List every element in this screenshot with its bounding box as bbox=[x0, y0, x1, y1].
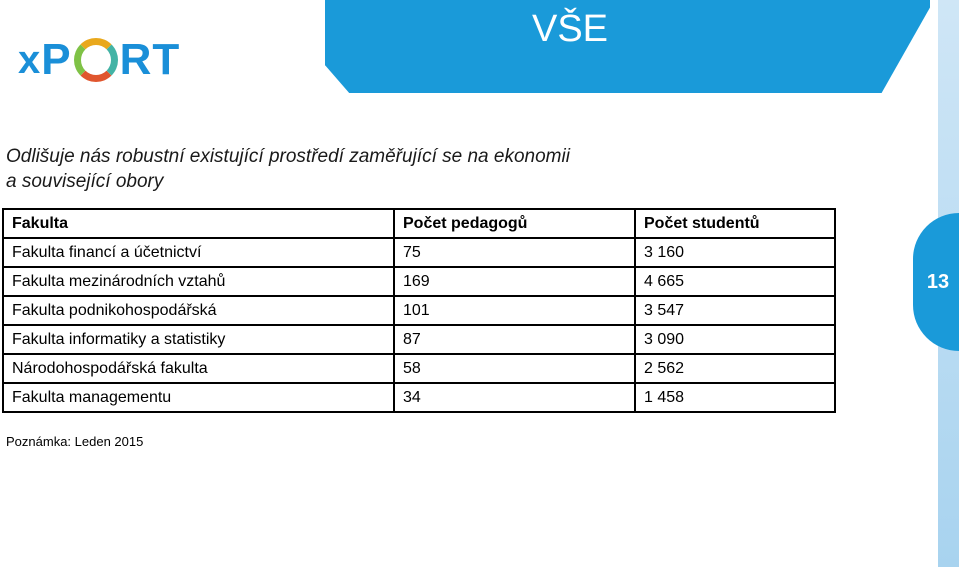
table-row bbox=[3, 267, 835, 296]
page-number: 13 bbox=[926, 270, 950, 293]
cell-students: 3 547 bbox=[635, 296, 835, 325]
table-header-row bbox=[3, 209, 835, 238]
cell-faculty: Fakulta managementu bbox=[3, 383, 394, 412]
cell-teachers: 169 bbox=[394, 267, 635, 296]
cell-teachers: 87 bbox=[394, 325, 635, 354]
header-banner bbox=[325, 0, 930, 93]
page-title: VŠE bbox=[531, 8, 609, 50]
cell-faculty: Fakulta podnikohospodářská bbox=[3, 296, 394, 325]
cell-faculty: Fakulta financí a účetnictví bbox=[3, 238, 394, 267]
cell-teachers: 34 bbox=[394, 383, 635, 412]
subtitle bbox=[6, 144, 706, 194]
header-faculty: Fakulta bbox=[3, 209, 394, 238]
table-row bbox=[3, 296, 835, 325]
table-row bbox=[3, 238, 835, 267]
cell-teachers: 58 bbox=[394, 354, 635, 383]
cell-teachers: 75 bbox=[394, 238, 635, 267]
table-row bbox=[3, 325, 835, 354]
cell-faculty: Národohospodářská fakulta bbox=[3, 354, 394, 383]
logo-ring-icon bbox=[74, 38, 118, 82]
cell-faculty: Fakulta informatiky a statistiky bbox=[3, 325, 394, 354]
subtitle-line-1: Odlišuje nás robustní existující prostředí zaměřující se na ekonomii bbox=[6, 146, 570, 167]
xport-logo: x P RT bbox=[18, 35, 181, 84]
subtitle-line-2: a související obory bbox=[6, 171, 164, 192]
cell-students: 2 562 bbox=[635, 354, 835, 383]
page-number-tab bbox=[913, 213, 959, 351]
cell-students: 4 665 bbox=[635, 267, 835, 296]
cell-teachers: 101 bbox=[394, 296, 635, 325]
cell-students: 1 458 bbox=[635, 383, 835, 412]
cell-faculty: Fakulta mezinárodních vztahů bbox=[3, 267, 394, 296]
header-teachers: Počet pedagogů bbox=[394, 209, 635, 238]
faculty-table bbox=[2, 208, 836, 413]
cell-students: 3 160 bbox=[635, 238, 835, 267]
cell-students: 3 090 bbox=[635, 325, 835, 354]
table-row bbox=[3, 383, 835, 412]
table-row bbox=[3, 354, 835, 383]
footnote: Poznámka: Leden 2015 bbox=[6, 434, 144, 449]
header-students: Počet studentů bbox=[635, 209, 835, 238]
